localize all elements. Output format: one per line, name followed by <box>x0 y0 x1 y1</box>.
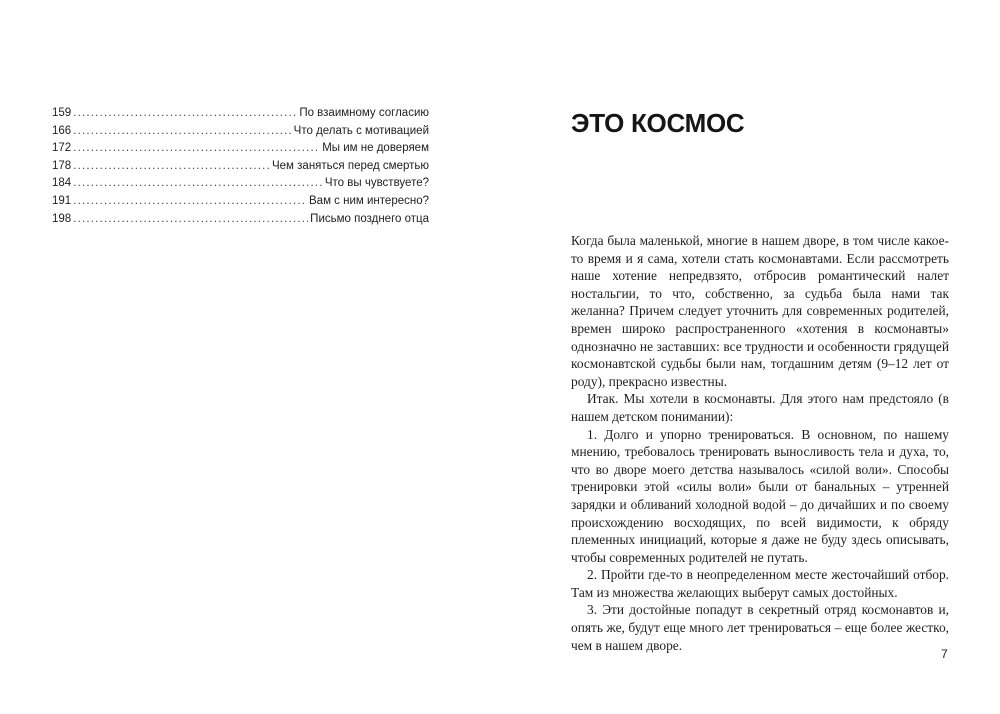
toc-entry <box>52 213 429 231</box>
chapter-body <box>571 232 949 654</box>
toc-leader-dots <box>73 160 270 172</box>
body-paragraph: 2. Пройти где-то в неопределенном месте жесточайший отбор. Там из множества желающих выберут самых достойных. <box>571 567 949 600</box>
toc-page-number: 172 <box>52 142 72 155</box>
toc-entry-title: Что делать с мотивацией <box>293 124 429 137</box>
toc-entry <box>52 125 429 143</box>
toc-page-number: 191 <box>52 194 72 207</box>
toc-leader-dots <box>73 125 291 137</box>
toc-entry <box>52 195 429 213</box>
toc-leader-dots <box>73 177 323 189</box>
toc-page-number: 159 <box>52 107 72 119</box>
toc-leader-dots <box>73 213 308 225</box>
chapter-title: ЭТО КОСМОС <box>571 108 745 138</box>
right-page <box>571 0 949 714</box>
table-of-contents <box>52 107 429 230</box>
toc-entry-title: Вам с ним интересно? <box>309 194 429 207</box>
toc-entry-title: Чем заняться перед смертью <box>272 159 429 172</box>
toc-entry-title: Письмо позднего отца <box>310 212 429 225</box>
toc-entry <box>52 160 429 178</box>
body-paragraph: 1. Долго и упорно тренироваться. В основном, по нашему мнению, требовалось тренировать выносливость тела и духа, то, что во дворе моего детства называлось «силой воли». Способы тренировки этой «силы воли» были от банальных – утренней зарядки и обливаний холодной водой – до дичайших и по своему происхождению восходящих, по всей видимости, к обряду племенных инициаций, которые я даже не буду здесь описывать, чтобы современных родителей не путать. <box>571 426 949 565</box>
toc-entry <box>52 177 429 195</box>
toc-page-number: 184 <box>52 177 72 190</box>
toc-leader-dots <box>73 107 297 119</box>
toc-page-number: 178 <box>52 159 72 172</box>
toc-entry-title: Что вы чувствуете? <box>324 177 429 190</box>
toc-entry <box>52 142 429 160</box>
toc-entry <box>52 107 429 125</box>
page-number: 7 <box>941 647 948 661</box>
toc-page-number: 166 <box>52 124 72 137</box>
toc-entry-title: Мы им не доверяем <box>322 142 429 155</box>
body-paragraph: Итак. Мы хотели в космонавты. Для этого нам предстояло (в нашем детском понимании): <box>571 391 949 424</box>
body-paragraph: Когда была маленькой, многие в нашем дворе, в том числе какое-то время и я сама, хотели стать космонавтами. Если рассмотреть наше хотение непредвзято, отбросив романтический налет ностальгии, то что, собственно, за судьба была нами так желанна? Причем следует уточнить для современных родителей, времен широко распространенного «хотения в космонавты» однозначно не заставших: все трудности и особенности грядущей космонавтской судьбы были нам, тогдашним детям (9–12 лет от роду), прекрасно известны. <box>571 233 949 389</box>
toc-entry-title: По взаимному согласию <box>299 107 429 119</box>
body-paragraph: 3. Эти достойные попадут в секретный отряд космонавтов и, опять же, будут еще много лет тренироваться – еще более жестко, чем в нашем дворе. <box>571 602 949 653</box>
toc-page-number: 198 <box>52 212 72 225</box>
toc-leader-dots <box>73 142 320 154</box>
toc-leader-dots <box>73 195 307 207</box>
